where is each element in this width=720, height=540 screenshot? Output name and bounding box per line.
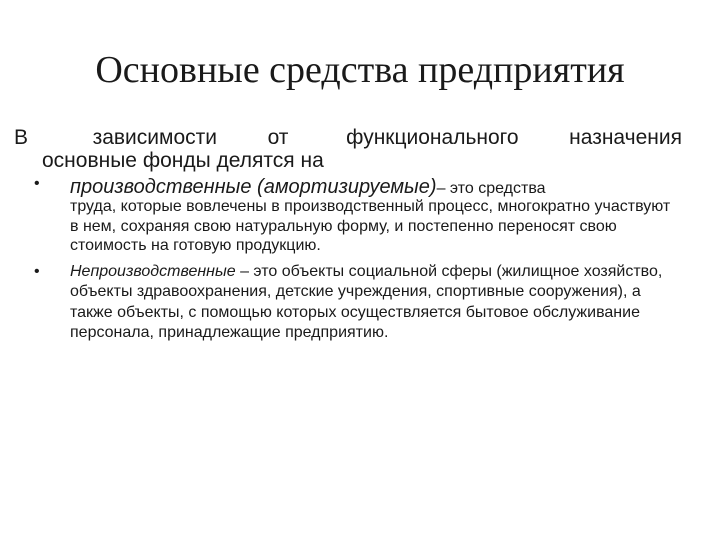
bullet-nonproductive-text: – это объекты социальной сферы (жилищное хозяйство, объекты здравоохранения, детские учреждения, спортивные сооружения), а также объекты, с помощью которых осуществляется бытовое обслуживание персонала, принадлежащие предприятию. bbox=[70, 262, 663, 342]
bullet-marker: • bbox=[34, 262, 40, 280]
term-productive: производственные (амортизируемые) bbox=[70, 176, 437, 198]
slide-body bbox=[14, 126, 682, 344]
bullet-productive-lead: – это средства bbox=[436, 180, 546, 197]
intro-word: назначения bbox=[569, 126, 682, 149]
intro-paragraph bbox=[14, 126, 682, 172]
term-nonproductive: Непроизводственные bbox=[70, 262, 236, 280]
bullet-productive-text: труда, которые вовлечены в производственный процесс, многократно участвуют в нем, сохраняя свою натуральную форму, и постепенно переносят свою стоимость на готовую продукцию. bbox=[70, 198, 671, 255]
intro-word: функционального bbox=[346, 126, 519, 149]
bullet-productive bbox=[34, 175, 682, 256]
slide-title: Основные средства предприятия bbox=[95, 49, 625, 91]
intro-line-2: основные фонды делятся на bbox=[42, 149, 324, 172]
bullet-nonproductive bbox=[34, 262, 682, 344]
bullet-marker: • bbox=[34, 175, 40, 192]
intro-line-1: В зависимости от функционального назначения bbox=[14, 126, 682, 149]
intro-word: зависимости bbox=[92, 126, 217, 149]
